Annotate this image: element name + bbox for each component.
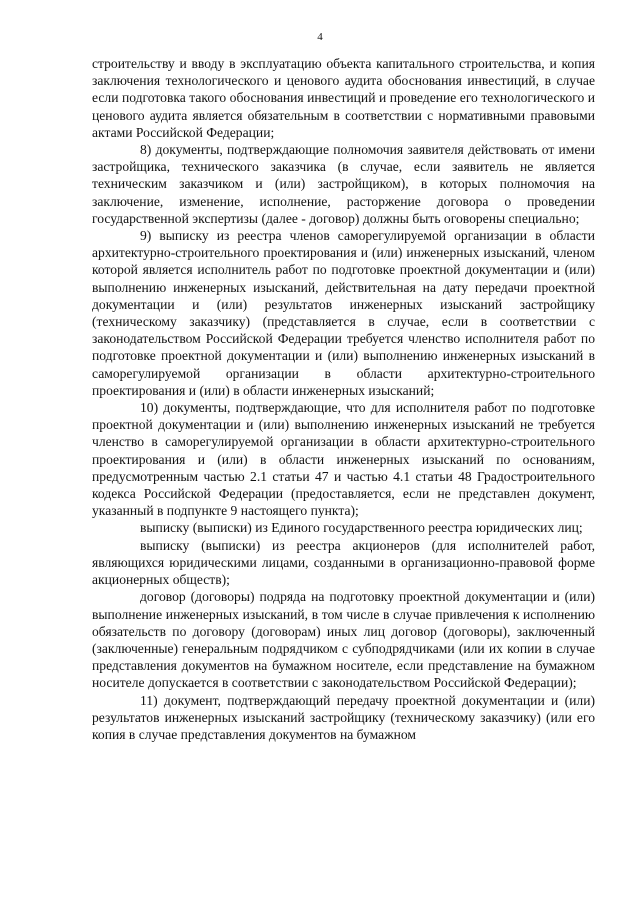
paragraph: выписку (выписки) из реестра акционеров (для исполнителей работ, являющихся юридическими лицами, созданными в организационно-правовой форме акционерных обществ); bbox=[92, 537, 595, 588]
paragraph: 11) документ, подтверждающий передачу проектной документации и (или) результатов инженерных изысканий застройщику (техническому заказчику) (или его копия в случае представления документов на бумажном bbox=[92, 692, 595, 742]
paragraph: 9) выписку из реестра членов саморегулируемой организации в области архитектурно-строительного проектирования и (или) инженерных изысканий, членом которой является исполнитель работ по подготовке проектной документации и (или) выполнению инженерных изысканий, действительная на дату передачи проектной документации и (или) результатов инженерных изысканий застройщику (техническому заказчику) (представляется в случае, если в соответствии с законодательством Российской Федерации требуется членство исполнителя работ по подготовке проектной документации и (или) выполнению инженерных изысканий в саморегулируемой организации в области архитектурно-строительного проектирования и (или) в области инженерных изысканий; bbox=[92, 228, 595, 398]
paragraph: 8) документы, подтверждающие полномочия заявителя действовать от имени застройщика, технического заказчика (в случае, если заявитель не является техническим заказчиком и (или) застройщиком), в которых полномочия на заключение, изменение, исполнение, расторжение договора о проведении государственной экспертизы (далее - договор) должны быть оговорены специально; bbox=[92, 142, 595, 226]
page-number: 4 bbox=[317, 31, 323, 43]
document-body bbox=[92, 55, 595, 743]
paragraph: строительству и вводу в эксплуатацию объекта капитального строительства, и копия заключения технологического и ценового аудита обоснования инвестиций, в случае если подготовка такого обоснования инвестиций и проведение его технологического и ценового аудита является обязательным в соответствии с нормативными правовыми актами Российской Федерации; bbox=[92, 56, 595, 140]
paragraph: договор (договоры) подряда на подготовку проектной документации и (или) выполнение инженерных изысканий, в том числе в случае привлечения к исполнению обязательств по договору (договорам) иных лиц договор (договоры), заключенный (заключенные) генеральным подрядчиком с субподрядчиками (или их копии в случае представления документов на бумажном носителе, если представление на бумажном носителе допускается в соответствии с законодательством Российской Федерации); bbox=[92, 589, 595, 691]
paragraph: выписку (выписки) из Единого государственного реестра юридических лиц; bbox=[140, 520, 583, 536]
paragraph: 10) документы, подтверждающие, что для исполнителя работ по подготовке проектной документации и (или) выполнению инженерных изысканий не требуется членство в саморегулируемой организации в области архитектурно-строительного проектирования и (или) в области инженерных изысканий по основаниям, предусмотренным частью 2.1 статьи 47 и частью 4.1 статьи 48 Градостроительного кодекса Российской Федерации (предоставляется, если не представлен документ, указанный в подпункте 9 настоящего пункта); bbox=[92, 400, 595, 519]
